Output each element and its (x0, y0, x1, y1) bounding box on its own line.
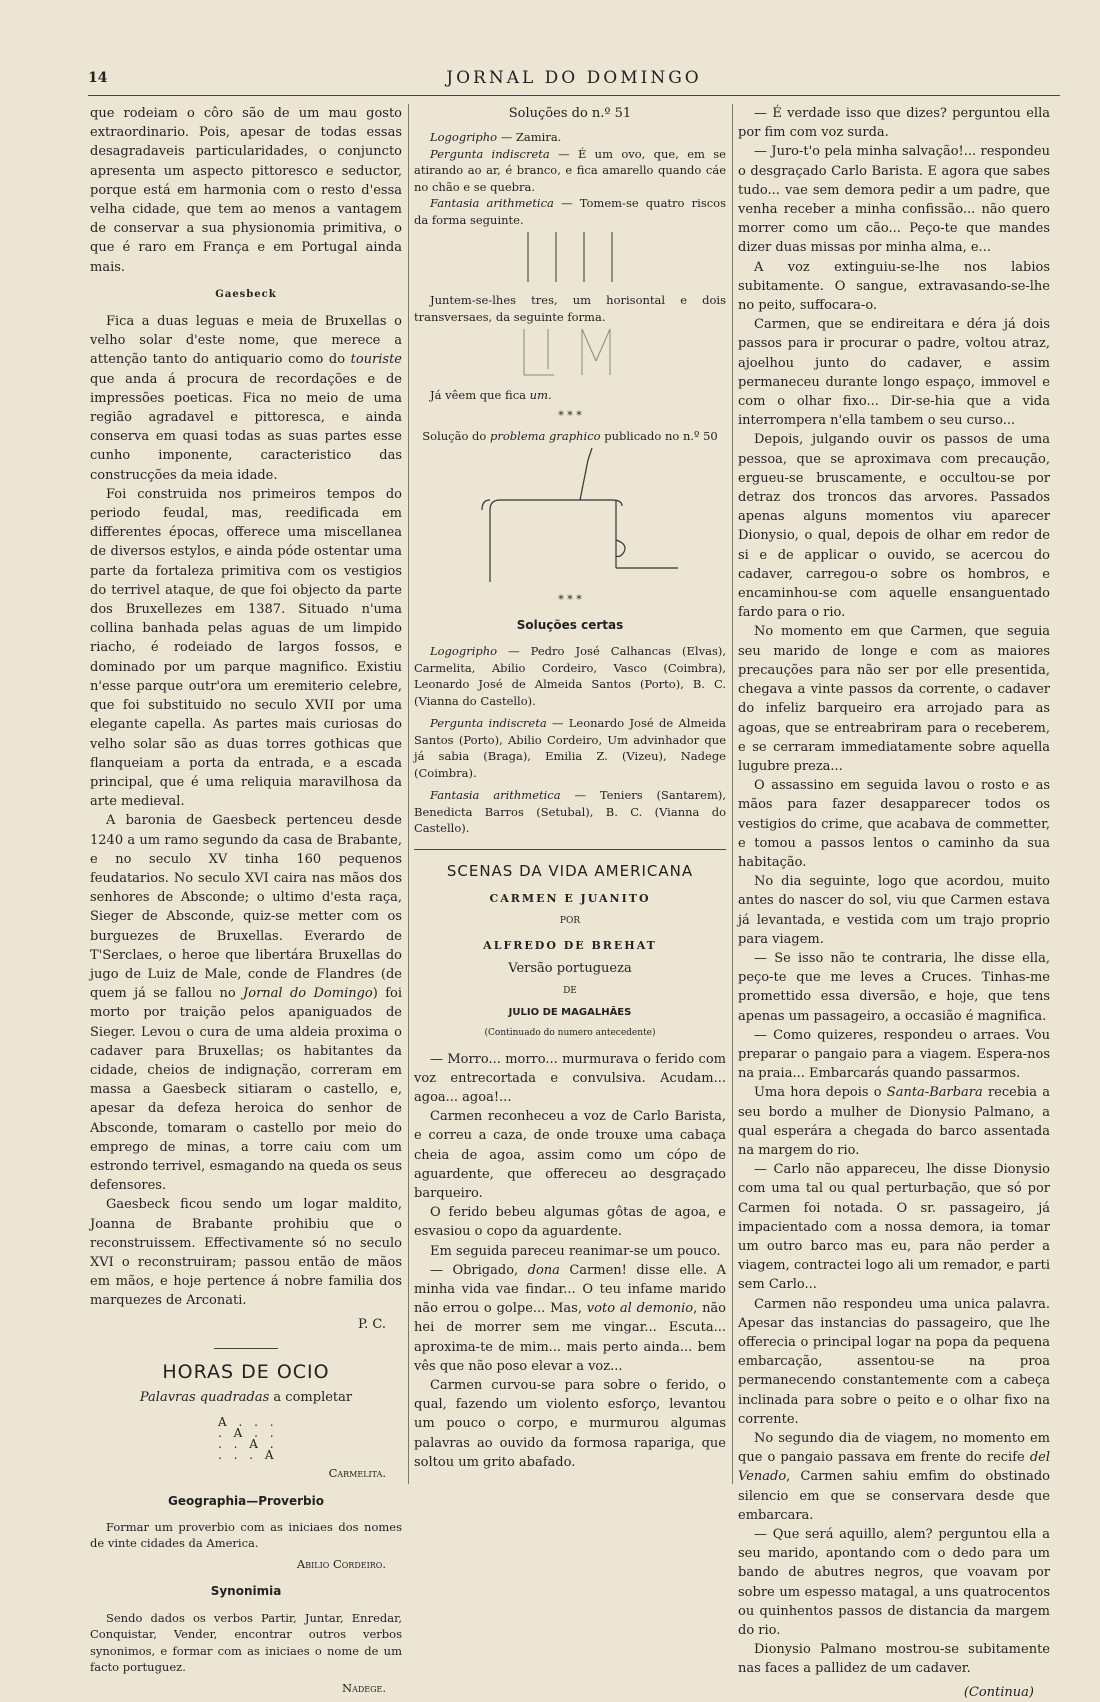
italic-text: dona (527, 1262, 560, 1278)
paragraph (414, 1261, 726, 1376)
column-divider (732, 104, 733, 1484)
divider (214, 1348, 278, 1349)
text: Solução do (422, 428, 490, 443)
italic-text: Fantasia arithmetica (430, 788, 561, 803)
separator-stars: * * * (558, 408, 582, 422)
versao-label: Versão portugueza (508, 960, 632, 976)
continua-note: (Continua) (963, 1684, 1034, 1700)
paragraph: — Carlo não appareceu, lhe disse Dionysio com uma tal ou qual perturbação, que só por Carmen foi notada. O sr. passageiro, já impacientado com a nossa demora, ia tomar um outro barco mas eu, para não perder a viagem, contractei logo ali um remador, e parti sem Carlo... (738, 1162, 1050, 1293)
page-header (88, 70, 1060, 92)
text: Fica a duas leguas e meia de Bruxellas o velho solar d'este nome, que merece a attenção tanto do antiquario como do (90, 314, 402, 368)
column-2 (414, 104, 726, 1472)
grid-row: . . . A (218, 1448, 278, 1463)
text: Carmen! disse elle. A minha vida vae findar... O teu infame marido não errou o golpe... Mas, (414, 1262, 726, 1317)
paragraph (414, 387, 726, 404)
divider (414, 849, 726, 850)
italic-text: Santa-Barbara (886, 1085, 983, 1101)
four-strokes-figure (510, 228, 630, 286)
grid-row: A . . . (218, 1415, 278, 1430)
signature: Abilio Cordeiro. (296, 1556, 386, 1571)
text: — Tomem-se quatro riscos da forma seguinte. (414, 196, 726, 227)
continuation-note: (Continuado do numero antecedente) (484, 1028, 656, 1039)
text: — Obrigado, (430, 1262, 528, 1278)
paragraph: O ferido bebeu algumas gôtas de agoa, e esvasiou o copo da aguardente. (414, 1205, 726, 1240)
italic-text: Jornal do Domingo (243, 986, 373, 1002)
paragraph: Formar um proverbio com as iniciaes dos nomes de vinte cidades da America. (90, 1519, 402, 1551)
italic-text: Pergunta indiscreta (430, 146, 550, 161)
paragraph: Depois, julgando ouvir os passos de uma pessoa, que se aproximava com precaução, ergueu-se bruscamente, e occultou-se por detraz dos troncos das arvores. Passados apenas alguns momentos viu aparecer Dionysio, o qual, depois de olhar em redor de si e de applicar o ouvido, se acercou do cadaver, carregou-o sobre os hombros, e encaminhou-se com aquelle ensanguentado fardo para o rio. (738, 432, 1050, 621)
paragraph: Gaesbeck ficou sendo um logar maldito, Joanna de Brabante prohibiu que o reconstruissem. Effectivamente só no seculo XVI o reconstruiram; passou então de mãos em mãos, e hoje pertence á nobre familia dos marquezes de Arconati. (90, 1197, 402, 1309)
header-rule (88, 95, 1060, 96)
column-divider (408, 104, 409, 1484)
text: , Carmen sahiu emfim do obstinado silencio em que se conservara desde que embarcara. (738, 1469, 1050, 1523)
paragraph (738, 1083, 1050, 1160)
text: ) foi morto por traição pelos apaniguados de Sieger. Levou o cura de uma aldeia proxima o cadaver para Bruxellas; os habitantes da cidade, cheios de indignação, correram em massa a Gaesbeck sitiaram o castello, e, apesar da defeza heroica do senhor de Absconde, tomaram o castello por meio do emprego de minas, a torre caiu com um estrondo terrivel, esmagando na queda os seus defensores. (90, 986, 402, 1194)
paragraph (90, 312, 402, 485)
paragraph: Em seguida pareceu reanimar-se um pouco. (430, 1243, 721, 1259)
paragraph: — Se isso não te contraria, lhe disse ella, peço-te que me leves a Cruces. Tinhas-me promettido essa diversão, e hoje, que tens apenas um passageiro, a occasião é magnifica. (738, 950, 1050, 1024)
page-number: 14 (88, 70, 108, 86)
italic-text: Logogripho (430, 644, 498, 659)
paragraph: Juntem-se-lhes tres, um horisontal e dois transversaes, da seguinte forma. (414, 293, 726, 324)
paragraph: — Morro... morro... murmurava o ferido com voz entrecortada e convulsiva. Acudam... agoa... agoa!... (414, 1051, 726, 1105)
text: — Teniers (Santarem), Benedicta Barros (Setubal), B. C. (Vianna do Castello). (414, 788, 727, 836)
certas-title: Soluções certas (516, 618, 624, 633)
text: Já vêem que fica (430, 388, 530, 403)
um-figure (510, 325, 630, 381)
masthead: JORNAL DO DOMINGO (446, 68, 702, 88)
italic-text: voto al demonio (586, 1301, 694, 1317)
paragraph (414, 195, 726, 228)
author-name: ALFREDO DE BREHAT (483, 938, 657, 952)
italic-text: Fantasia arithmetica (430, 196, 554, 211)
paragraph: — Como quizeres, respondeu o arraes. Vou preparar o pangaio para a viagem. Espera-nos na praia... Embarcarás quando passarmos. (738, 1027, 1050, 1082)
paragraph: — É verdade isso que dizes? perguntou ella por fim com voz surda. (738, 106, 1050, 141)
column-3 (738, 104, 1050, 1702)
paragraph (414, 715, 726, 781)
italic-text: Pergunta indiscreta (430, 716, 547, 731)
signature: P. C. (358, 1316, 386, 1332)
paragraph: Carmen não respondeu uma unica palavra. Apesar das instancias do passageiro, que lhe offerecia o principal logar na popa da pequena embarcação, assentou-se na proa permanecendo constantemente com a cabeça inclinada para sobre o peito e o olhar fixo na corrente. (738, 1296, 1050, 1427)
italic-text: problema graphico (490, 428, 601, 443)
column-1 (90, 104, 402, 1696)
paragraph: No dia seguinte, logo que acordou, muito antes do nascer do sol, viu que Carmen estava já levantada, e vestida com um trajo proprio para viagem. (738, 874, 1050, 947)
section-title: Gaesbeck (215, 288, 277, 300)
paragraph: Carmen reconheceu a voz de Carlo Barista, e correu a caza, de onde trouxe uma cabaça cheia de agoa, assim como um cópo de aguardente, que offereceu ao desgraçado barqueiro. (414, 1109, 726, 1201)
text: a completar (269, 1390, 353, 1405)
text: que anda á procura de recordações e de impressões poeticas. Fica no meio de uma região agradavel e pittoresca, e ainda conserva em quasi todas as suas partes esse cunho imponente, caracteristico das construcções da meia idade. (90, 371, 402, 483)
paragraph: A voz extinguiu-se-lhe nos labios subitamente. O sangue, extravasando-se-lhe no peito, suffocara-o. (738, 259, 1050, 314)
scenas-title: SCENAS DA VIDA AMERICANA (446, 861, 694, 880)
signature: Carmelita. (328, 1466, 386, 1481)
synonimia-title: Synonimia (210, 1584, 282, 1599)
paragraph (414, 146, 726, 196)
paragraph: — Juro-t'o pela minha salvação!... respondeu o desgraçado Carlo Barista. E agora que sabes tudo... vae sem demora pedir a um padre, que venha receber a minha confissão... não quero morrer como um cão... Peço-te que mandes dizer duas missas por minha alma, e... (738, 144, 1050, 256)
geographia-title: Geographia—Proverbio (168, 1493, 324, 1508)
paragraph: — Que será aquillo, alem? perguntou ella a seu marido, apontando com o dedo para um bando de abutres negros, que voavam por sobre um espesso matagal, a uns quatrocentos ou quinhentos passos de distancia da margem do rio. (738, 1527, 1050, 1639)
grid-row: . A . . (218, 1426, 278, 1441)
solucoes-title: Soluções do n.º 51 (508, 106, 632, 121)
text: — É um ovo, que, em se atirando ao ar, é branco, e fica amarello quando cáe no chão e se quebra. (414, 146, 726, 194)
text: recebia a seu bordo a mulher de Dionysio Palmano, a qual esperára a chegada do barco assentada na margem do rio. (738, 1085, 1050, 1158)
word-square (218, 1417, 402, 1461)
paragraph: Foi construida nos primeiros tempos do periodo feudal, mas, reedificada em differentes épocas, offerece uma miscellanea de diversos estylos, e ainda póde ostentar uma parte da fortaleza primitiva com os vestigios do terrivel ataque, de que foi objecto da parte dos Bruxellezes em 1387. Situado n'uma collina banhada pelas aguas de um limpido riacho, é rodeiado de largos fossos, e dominado por um parque magnifico. Existiu n'esse parque outr'ora um eremiterio celebre, que foi substituido no seculo XVII por uma elegante capella. As partes mais curiosas do velho solar são as duas torres gothicas que flanqueiam a porta da entrada, e a escada principal, que é uma reliquia maravilhosa da arte medieval. (90, 486, 402, 810)
paragraph: O assassino em seguida lavou o rosto e as mãos para fazer desapparecer todos os vestigios do crime, que acabava de commetter, e tomou a passos lentos o caminho da sua habitação. (738, 778, 1050, 870)
text: , não hei de morrer sem me vingar... Escuta... aproxima-te de mim... mais perto ainda... bem vês que não poso elevar a voz... (414, 1301, 727, 1374)
text: A baronia de Gaesbeck pertenceu desde 1240 a um ramo segundo da casa de Brabante, e no seculo XV tinha 160 pequenos feudatarios. No seculo XVI caira nas mãos dos senhores de Absconde; o ultimo d'esta raça, Sieger de Absconde, quiz-se metter com os burguezes de Bruxellas. Everardo de T'Serclaes, o heroe que libertára Bruxellas do jugo de Luiz de Male, conde de Flandres (de quem já se fallou no (90, 813, 402, 1002)
horas-title: HORAS DE OCIO (162, 1360, 330, 1383)
italic-text: Logogripho (430, 130, 498, 145)
italic-text: del Venado (738, 1450, 1050, 1485)
text: — Pedro José Calhancas (Elvas), Carmelita, Abilio Cordeiro, Vasco (Coimbra), Leonardo José de Almeida Santos (Porto), B. C. (Vianna do Castello). (414, 644, 726, 708)
paragraph (414, 787, 726, 837)
paragraph (738, 1429, 1050, 1525)
paragraph (90, 811, 402, 1195)
palavras-line (90, 1388, 402, 1407)
paragraph: Carmen curvou-se para sobre o ferido, o qual, fazendo um violento esforço, levantou um pouco o corpo, e murmurou algumas palavras ao ouvido da formosa rapariga, que soltou um grito abafado. (414, 1377, 726, 1470)
paragraph: Sendo dados os verbos Partir, Juntar, Enredar, Conquistar, Vender, encontrar outros verbos synonimos, e formar com as iniciaes o nome de um facto portuguez. (90, 1610, 402, 1675)
translator-name: JULIO DE MAGALHÃES (508, 1007, 632, 1019)
story-title: CARMEN E JUANITO (489, 892, 651, 906)
italic-text: Palavras quadradas (139, 1390, 270, 1405)
paragraph: Carmen, que se endireitara e déra já dois passos para ir procurar o padre, voltou atraz, ajoelhou junto do cadaver, e assim permaneceu durante longo espaço, immovel e com o olhar fixo... Dir-se-hia que a vida interrompera n'ella tambem o seu curso... (738, 317, 1050, 429)
text: — Leonardo José de Almeida Santos (Porto), Abilio Cordeiro, Um advinhador que já sabia (Braga), Emilia Z. (Vizeu), Nadege (Coimbra). (414, 716, 726, 780)
paragraph: que rodeiam o côro são de um mau gosto extraordinario. Pois, apesar de todas essas desagradaveis particularidades, o conjuncto apresenta um aspecto pittoresco e seductor, porque está em harmonia com o resto d'essa velha cidade, que tem ao menos a vantagem de conservar a sua physionomia primitiva, o que é raro em França e em Portugal ainda mais. (90, 106, 402, 275)
por-label: POR (559, 916, 581, 927)
text: . (547, 388, 552, 403)
graphic-problem-figure (460, 444, 680, 584)
text: No segundo dia de viagem, no momento em que o pangaio passava em frente do recife (738, 1431, 1050, 1466)
paragraph (414, 643, 726, 709)
paragraph (414, 428, 726, 445)
paragraph: Dionysio Palmano mostrou-se subitamente nas faces a pallidez de um cadaver. (738, 1642, 1050, 1677)
italic-text: touriste (350, 352, 402, 368)
italic-text: um (529, 388, 548, 403)
paragraph (414, 129, 726, 146)
text: publicado no n.º 50 (600, 428, 718, 443)
de-label: DE (563, 985, 577, 996)
separator-stars: * * * (558, 593, 582, 607)
text: — Zamira. (497, 130, 562, 145)
paragraph: No momento em que Carmen, que seguia seu marido de longe e com as maiores precauções para não ser por elle presentida, chegava a vinte passos da corrente, o cadaver do infeliz barqueiro era arrojado para as agoas, que se entreabriram para o receberem, e se cerraram immediatamente sobre aquella lugubre preza... (738, 624, 1050, 774)
grid-row: . . A . (218, 1437, 278, 1452)
text: Uma hora depois o (754, 1085, 887, 1101)
signature: Nadege. (342, 1680, 386, 1695)
